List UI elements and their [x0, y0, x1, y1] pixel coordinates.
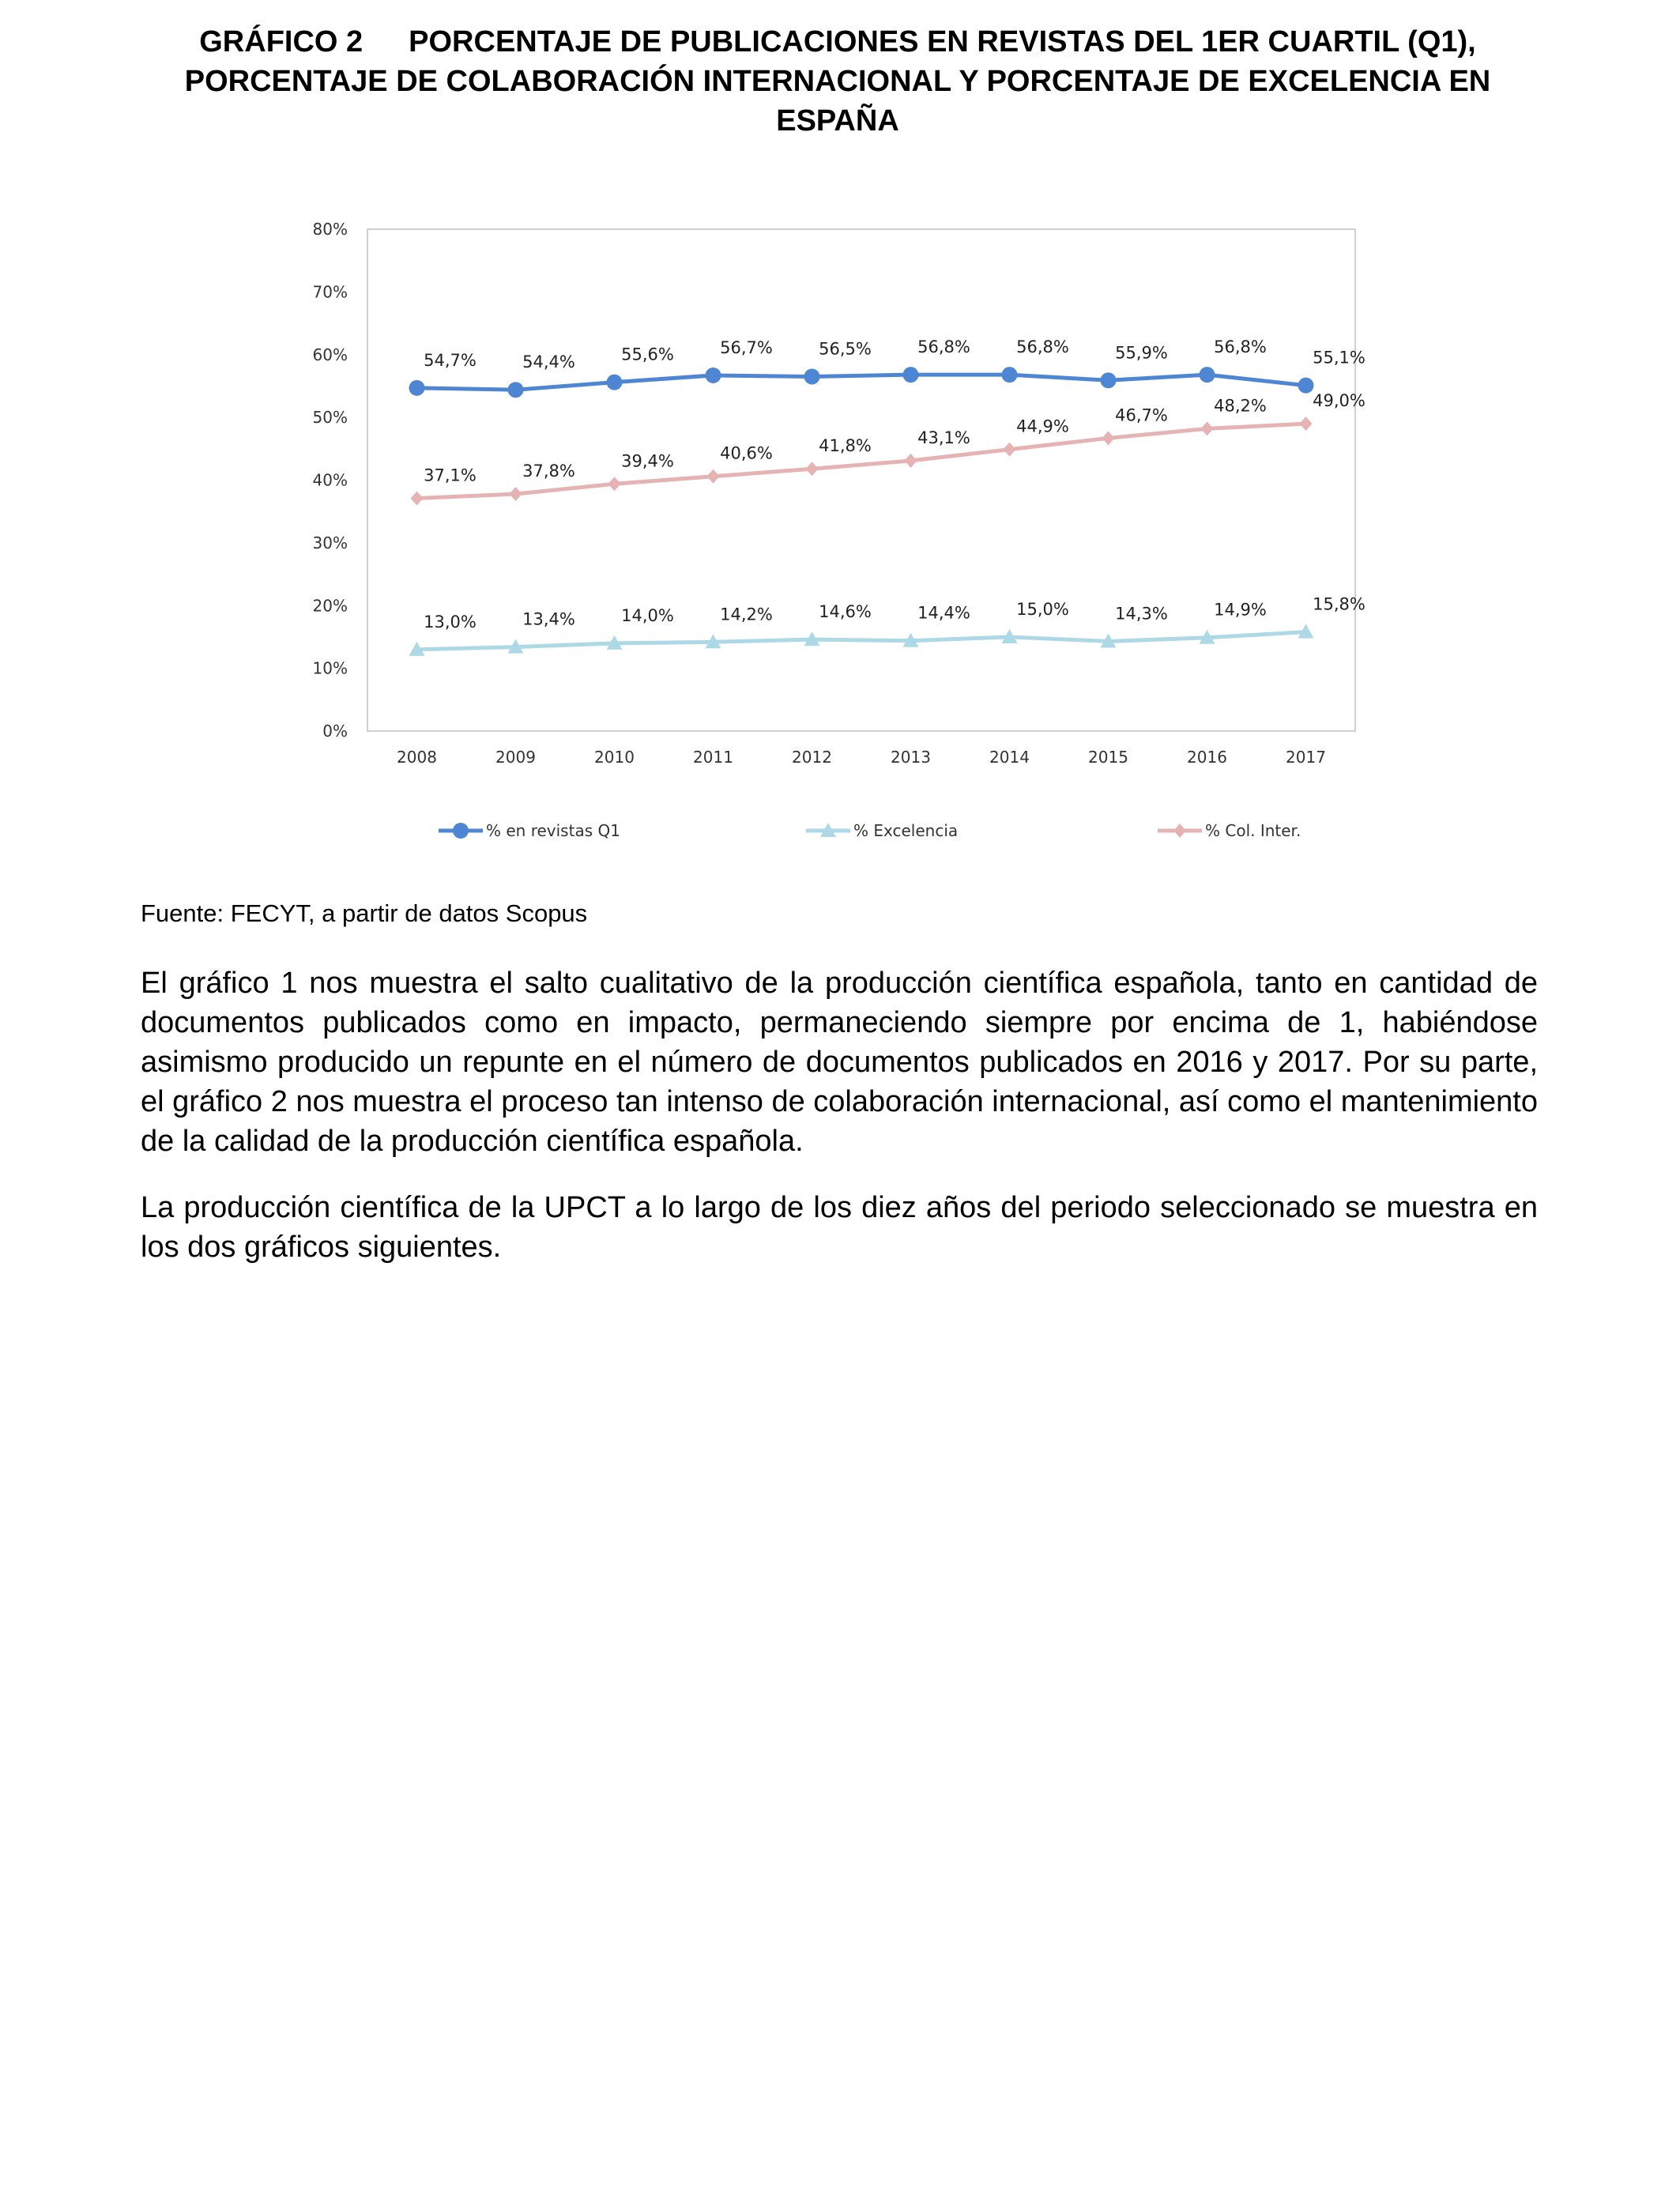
x-tick-label: 2012: [792, 748, 832, 767]
x-axis: [397, 748, 1326, 767]
data-point: [1200, 367, 1215, 383]
data-point: [1298, 378, 1314, 394]
x-tick-label: 2017: [1286, 748, 1326, 767]
data-label: 14,2%: [720, 605, 773, 624]
legend-label: % Col. Inter.: [1205, 821, 1301, 840]
x-tick-label: 2010: [594, 748, 635, 767]
data-label: 46,7%: [1115, 405, 1168, 425]
data-label: 40,6%: [720, 443, 773, 463]
data-point: [903, 367, 919, 383]
x-tick-label: 2009: [495, 748, 536, 767]
data-point: [1101, 372, 1117, 388]
x-tick-label: 2011: [693, 748, 733, 767]
source-note: Fuente: FECYT, a partir de datos Scopus: [141, 899, 588, 927]
plot-area: [367, 229, 1355, 731]
data-point: [804, 369, 820, 385]
figure-number: GRÁFICO 2: [199, 25, 363, 58]
data-label: 55,1%: [1313, 348, 1365, 368]
data-label: 55,6%: [621, 345, 674, 364]
y-tick-label: 0%: [322, 722, 348, 741]
chart-svg: [300, 202, 1375, 873]
data-label: 56,5%: [819, 339, 872, 359]
legend-label: % Excelencia: [853, 821, 959, 840]
data-label: 14,3%: [1115, 604, 1168, 624]
legend-entry: [806, 821, 958, 840]
data-point: [607, 375, 623, 390]
data-label: 48,2%: [1214, 396, 1267, 416]
data-label: 14,6%: [819, 602, 872, 622]
figure-title: PORCENTAJE DE PUBLICACIONES EN REVISTAS DEL 1ER CUARTIL (Q1), PORCENTAJE DE COLABORACIÓN INTERNACIONAL Y PORCENTAJE DE EXCELENCIA EN ESPAÑA: [184, 25, 1491, 138]
legend-marker: [1173, 824, 1186, 838]
data-point: [1002, 367, 1018, 383]
data-label: 37,8%: [522, 461, 575, 481]
y-tick-label: 60%: [312, 345, 348, 364]
data-label: 55,9%: [1115, 343, 1168, 363]
legend-entry: [1158, 821, 1301, 840]
data-point: [409, 380, 425, 396]
data-point: [706, 368, 721, 383]
body-paragraph-2: La producción científica de la UPCT a lo largo de los diez años del periodo seleccionado se muestra en los dos gráficos siguientes.: [141, 1191, 1538, 1264]
data-label: 54,4%: [522, 352, 575, 372]
x-tick-label: 2008: [397, 748, 437, 767]
data-label: 14,4%: [917, 603, 970, 623]
data-label: 56,7%: [720, 337, 773, 357]
x-tick-label: 2016: [1187, 748, 1227, 767]
legend-marker: [453, 823, 469, 839]
y-tick-label: 70%: [312, 282, 348, 302]
body-paragraph-1: El gráfico 1 nos muestra el salto cualitativo de la producción científica española, tanto en cantidad de documentos publicados como en impacto, permaneciendo siempre por encima de 1, habiéndose asimismo producido un repunte en el número de documentos publicados en 2016 y 2017. Por su parte, el gráfico 2 nos muestra el proceso tan intenso de colaboración internacional, así como el mantenimiento de la calidad de la producción científica española.: [141, 967, 1539, 1158]
line-chart: [300, 202, 1375, 873]
data-label: 14,0%: [621, 605, 674, 625]
y-tick-label: 40%: [312, 470, 348, 490]
y-tick-label: 10%: [312, 658, 348, 678]
y-tick-label: 80%: [312, 220, 348, 239]
data-label: 56,8%: [1016, 337, 1069, 357]
y-tick-label: 50%: [312, 408, 348, 428]
data-label: 44,9%: [1016, 417, 1069, 436]
y-tick-label: 30%: [312, 533, 348, 552]
data-label: 14,9%: [1214, 600, 1267, 620]
data-label: 13,4%: [522, 609, 575, 629]
data-label: 15,0%: [1016, 599, 1069, 619]
data-point: [508, 382, 524, 398]
legend: [439, 821, 1301, 840]
x-tick-label: 2015: [1088, 748, 1128, 767]
data-label: 39,4%: [621, 451, 674, 471]
y-tick-label: 20%: [312, 596, 348, 616]
legend-entry: [439, 821, 620, 840]
figure-heading: [126, 22, 1549, 141]
data-label: 37,1%: [424, 466, 477, 485]
data-label: 41,8%: [819, 436, 872, 456]
data-label: 56,8%: [1214, 337, 1267, 357]
legend-label: % en revistas Q1: [486, 821, 620, 840]
data-label: 56,8%: [917, 337, 970, 357]
data-label: 15,8%: [1313, 594, 1365, 614]
x-tick-label: 2014: [989, 748, 1030, 767]
y-axis: [313, 220, 348, 741]
data-label: 49,0%: [1313, 391, 1365, 411]
data-label: 43,1%: [917, 428, 970, 447]
data-label: 13,0%: [424, 612, 477, 631]
x-tick-label: 2013: [891, 748, 931, 767]
data-label: 54,7%: [424, 350, 477, 370]
